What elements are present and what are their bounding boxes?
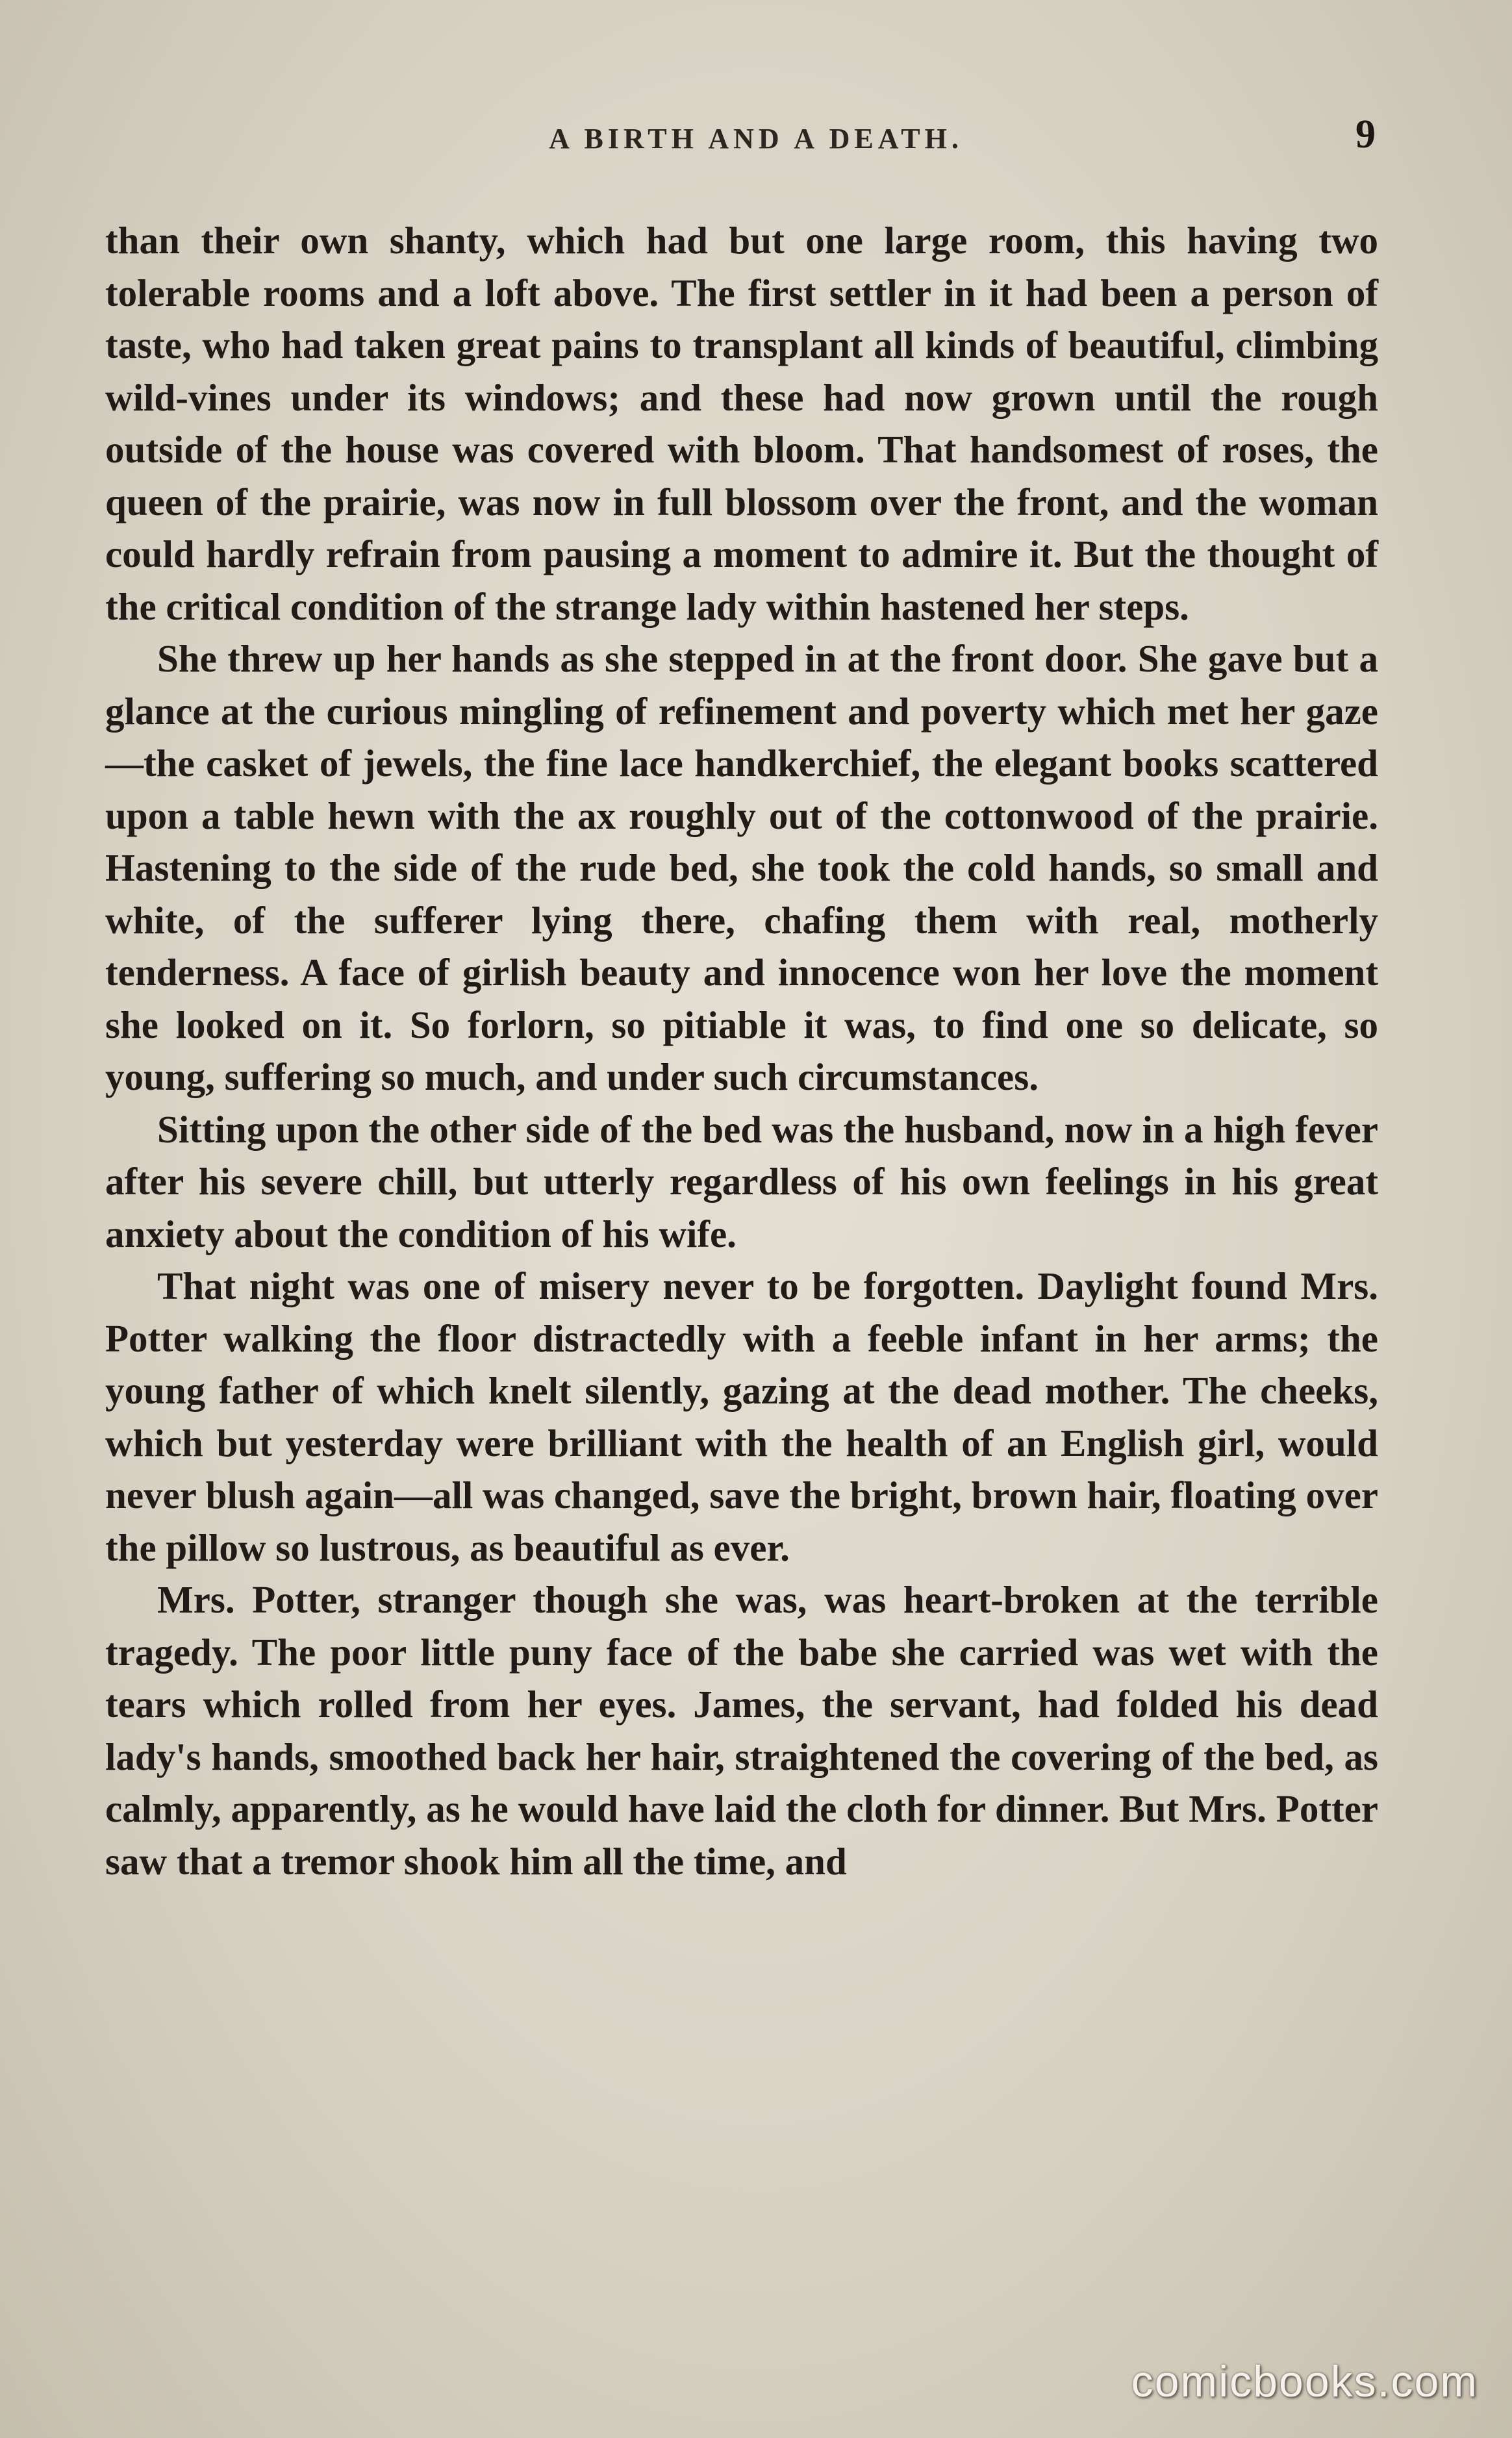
running-title: A BIRTH AND A DEATH. [549, 123, 963, 155]
body-text [105, 214, 1378, 1887]
paragraph-continued: than their own shanty, which had but one large room, this having two tolerable rooms and a loft above. The first settler in it had been a person of taste, who had taken great pains to transplant all kinds of beautiful, climbing wild-vines under its windows; and these had now grown until the rough outside of the house was covered with bloom. That handsomest of roses, the queen of the prairie, was now in full blossom over the front, and the woman could hardly refrain from pausing a moment to admire it. But the thought of the critical condition of the strange lady within hastened her steps. [105, 219, 1378, 628]
paragraph: She threw up her hands as she stepped in at the front door. She gave but a glance at the curious mingling of refinement and poverty which met her gaze—the casket of jewels, the fine lace handkerchief, the elegant books scattered upon a table hewn with the ax roughly out of the cottonwood of the prairie. Hastening to the side of the rude bed, she took the cold hands, so small and white, of the sufferer lying there, chafing them with real, motherly tenderness. A face of girlish beauty and innocence won her love the moment she looked on it. So forlorn, so pitiable it was, to find one so delicate, so young, suffering so much, and under such circumstances. [105, 637, 1378, 1098]
running-head [0, 112, 1512, 168]
paragraph: Mrs. Potter, stranger though she was, was heart-broken at the terrible tragedy. The poor little puny face of the babe she carried was wet with the tears which rolled from her eyes. James, the servant, had folded his dead lady's hands, smoothed back her hair, straightened the covering of the bed, as calmly, apparently, as he would have laid the cloth for dinner. But Mrs. Potter saw that a tremor shook him all the time, and [105, 1578, 1378, 1883]
paragraph: That night was one of misery never to be forgotten. Daylight found Mrs. Potter walking the floor distractedly with a feeble infant in her arms; the young father of which knelt silently, gazing at the dead mother. The cheeks, which but yesterday were brilliant with the health of an English girl, would never blush again—all was changed, save the bright, brown hair, floating over the pillow so lustrous, as beautiful as ever. [105, 1264, 1378, 1569]
paragraph: Sitting upon the other side of the bed was the husband, now in a high fever after his severe chill, but utterly regardless of his own feelings in his great anxiety about the condition of his wife. [105, 1107, 1378, 1255]
page-number: 9 [1355, 112, 1376, 157]
watermark: comicbooks.com [1131, 2357, 1478, 2406]
